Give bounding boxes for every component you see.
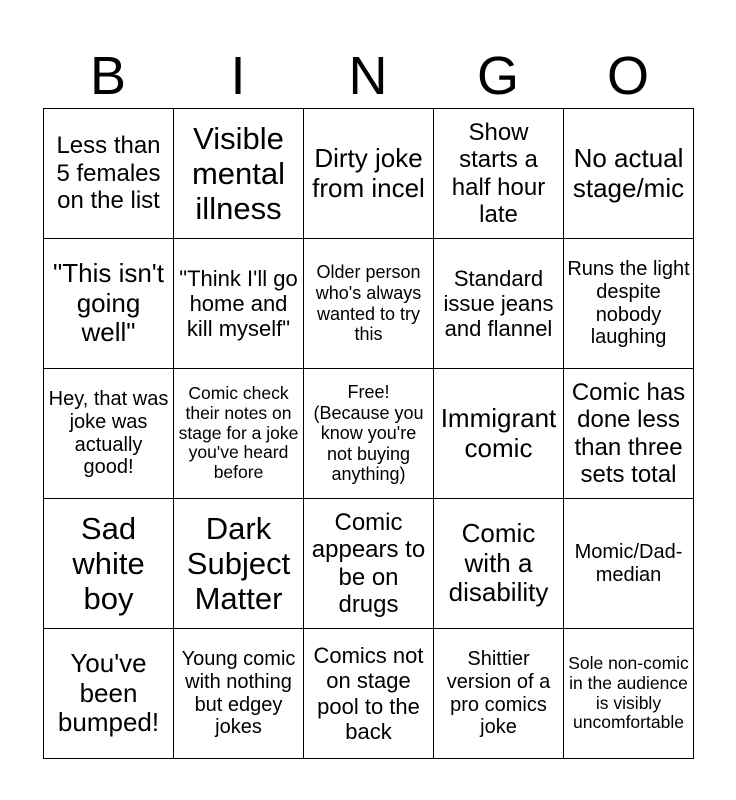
bingo-board xyxy=(43,108,694,759)
board-row xyxy=(44,369,694,499)
bingo-cell: Immigrant comic xyxy=(434,369,564,499)
bingo-cell: Standard issue jeans and flannel xyxy=(434,239,564,369)
header-letter-g: G xyxy=(476,46,519,106)
header-letter-b: B xyxy=(89,46,127,106)
bingo-cell: Hey, that was joke was actually good! xyxy=(44,369,174,499)
bingo-cell: Sad white boy xyxy=(44,499,174,629)
bingo-cell: Comics not on stage pool to the back xyxy=(304,629,434,759)
bingo-cell: Dark Subject Matter xyxy=(174,499,304,629)
bingo-cell: Free! (Because you know you're not buying anything) xyxy=(304,369,434,499)
bingo-cell: Runs the light despite nobody laughing xyxy=(564,239,694,369)
header-letter-o: O xyxy=(606,46,649,106)
header-letter-n: N xyxy=(348,46,388,106)
header-letter-i: I xyxy=(230,46,246,106)
bingo-cell: Shittier version of a pro comics joke xyxy=(434,629,564,759)
board-row xyxy=(44,109,694,239)
bingo-cell: Comic with a disability xyxy=(434,499,564,629)
bingo-cell: Comic check their notes on stage for a joke you've heard before xyxy=(174,369,304,499)
bingo-header xyxy=(43,44,693,108)
bingo-cell: "This isn't going well" xyxy=(44,239,174,369)
bingo-cell: "Think I'll go home and kill myself" xyxy=(174,239,304,369)
bingo-cell: Momic/Dad-median xyxy=(564,499,694,629)
bingo-cell: Young comic with nothing but edgey jokes xyxy=(174,629,304,759)
board-row xyxy=(44,629,694,759)
board-row xyxy=(44,499,694,629)
bingo-cell: Visible mental illness xyxy=(174,109,304,239)
bingo-cell: Sole non-comic in the audience is visibly uncomfortable xyxy=(564,629,694,759)
bingo-cell: Dirty joke from incel xyxy=(304,109,434,239)
bingo-cell: Comic has done less than three sets total xyxy=(564,369,694,499)
board-row xyxy=(44,239,694,369)
bingo-cell: You've been bumped! xyxy=(44,629,174,759)
bingo-cell: Less than 5 females on the list xyxy=(44,109,174,239)
bingo-cell: No actual stage/mic xyxy=(564,109,694,239)
bingo-cell: Comic appears to be on drugs xyxy=(304,499,434,629)
bingo-cell: Show starts a half hour late xyxy=(434,109,564,239)
bingo-cell: Older person who's always wanted to try this xyxy=(304,239,434,369)
